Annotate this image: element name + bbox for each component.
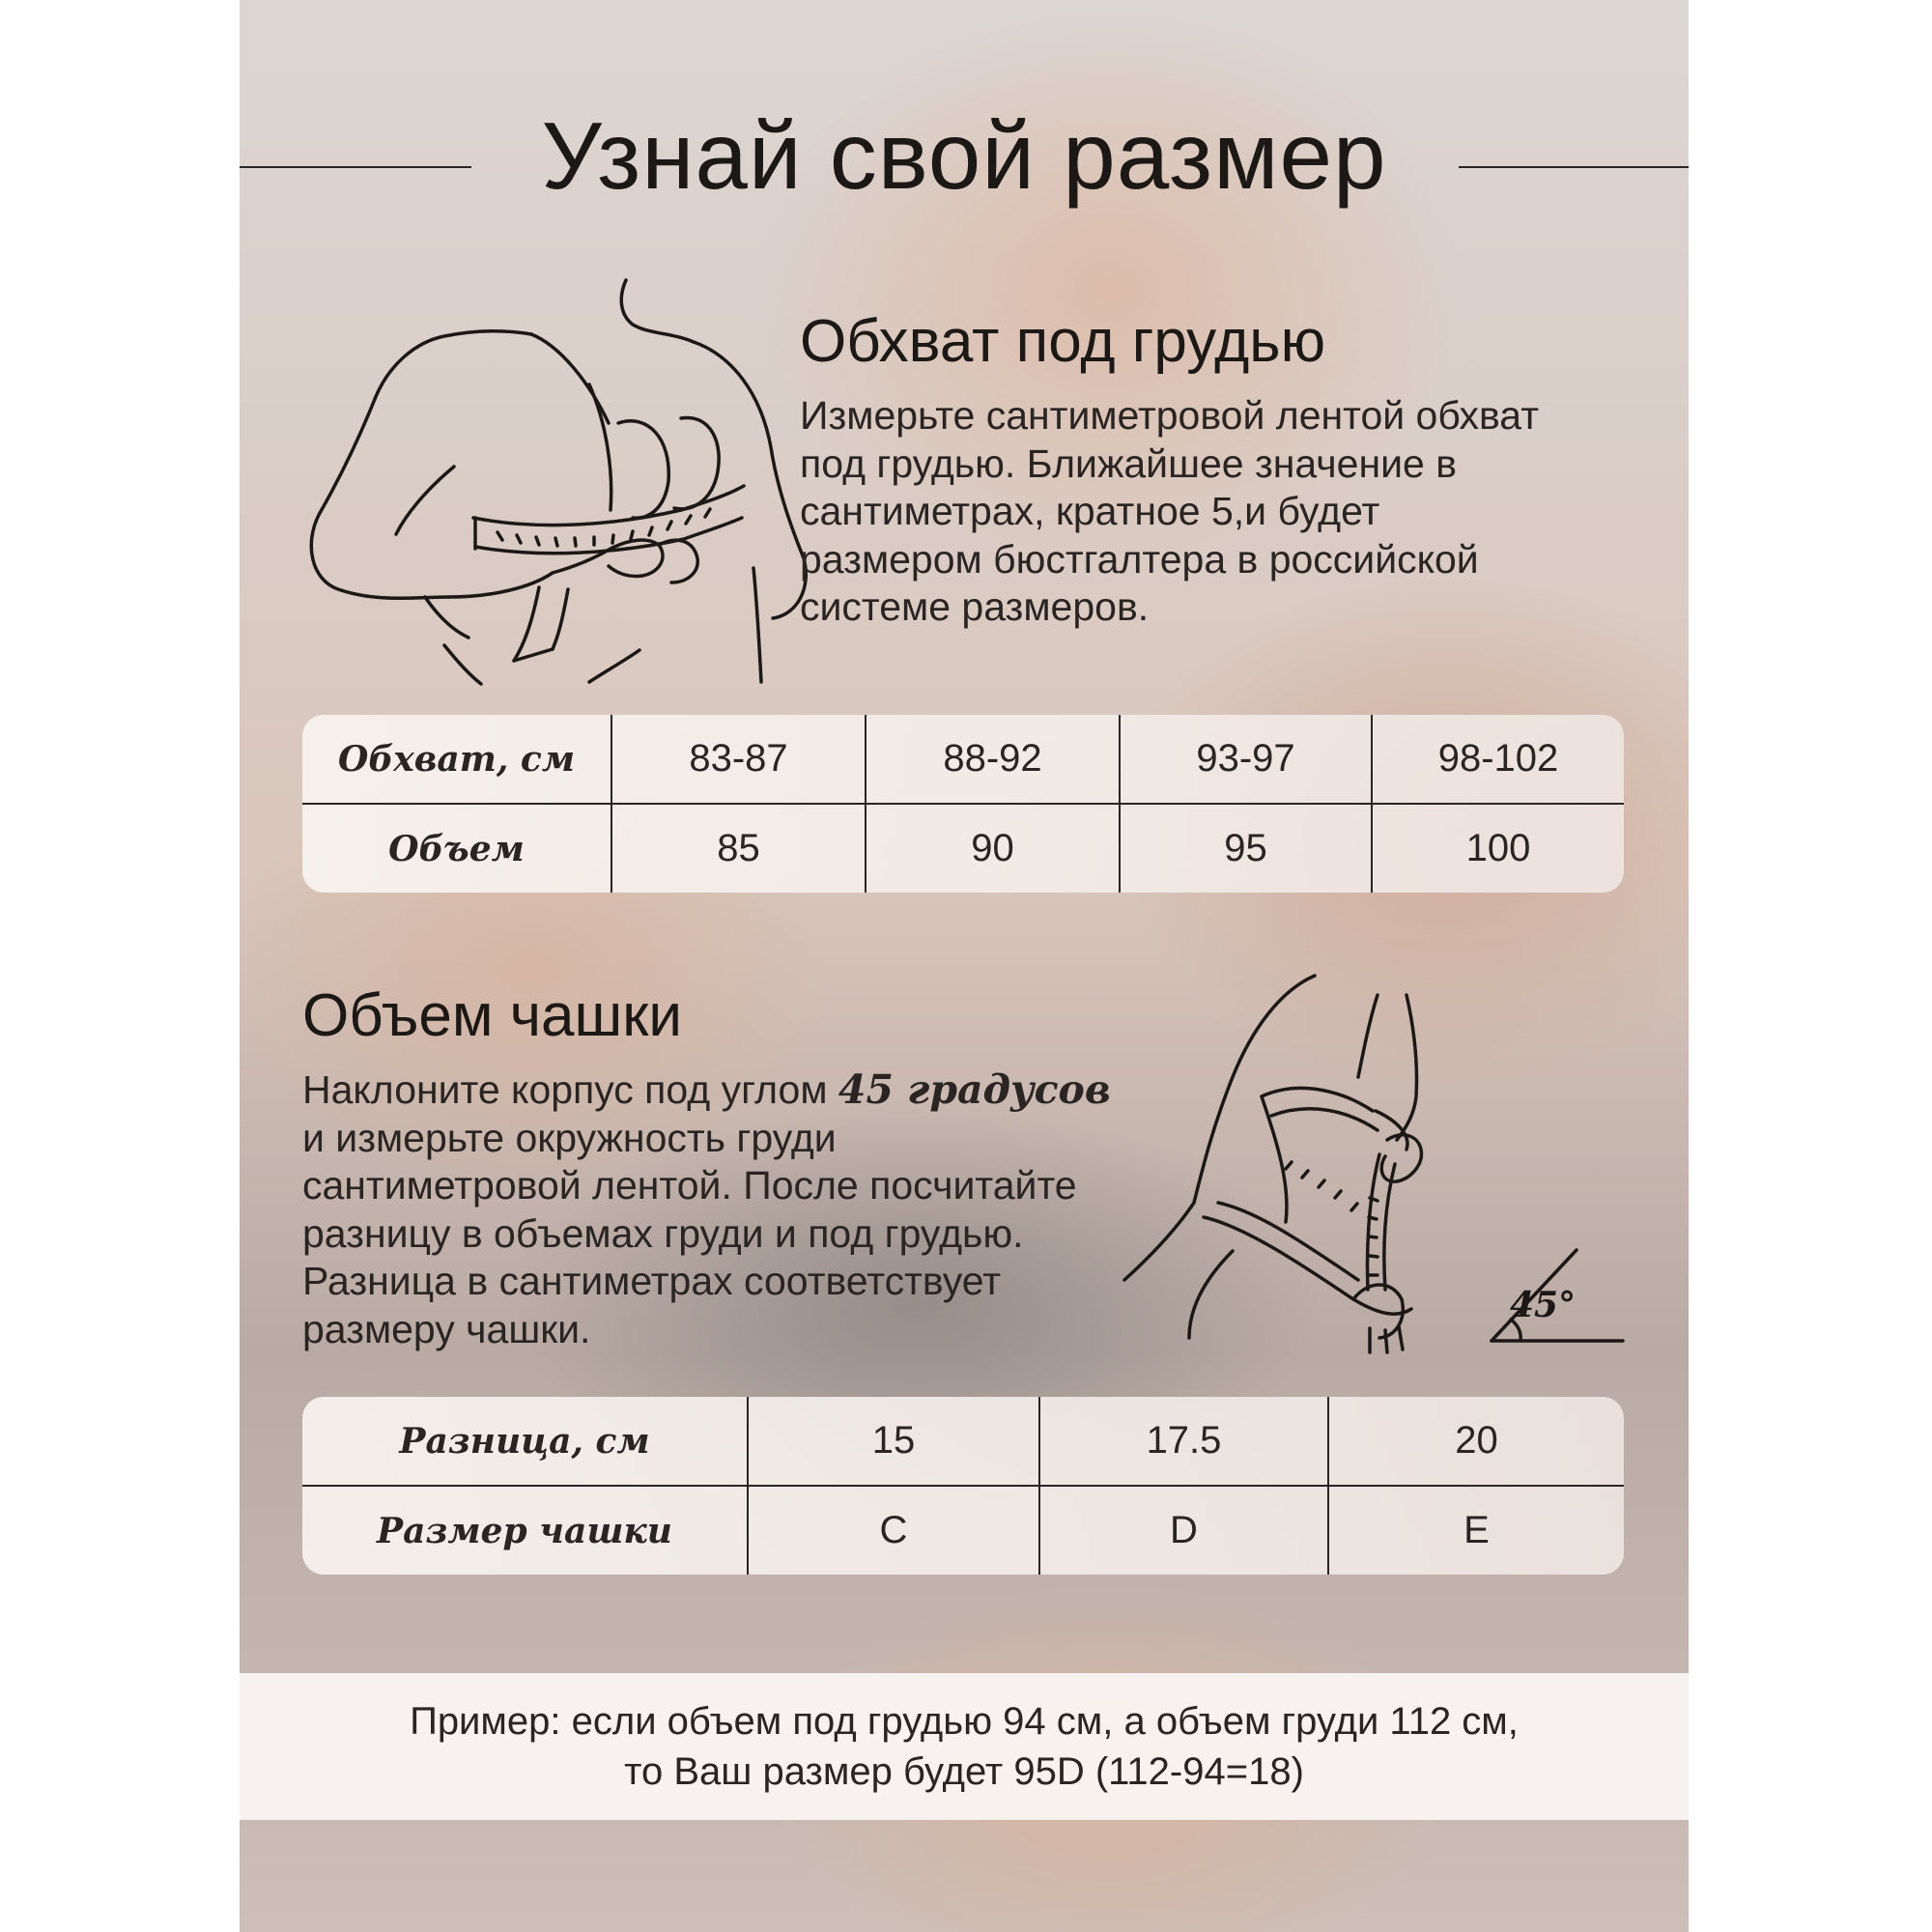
band-range-cell: 88-92 [866, 715, 1120, 804]
cup-heading: Объем чашки [302, 982, 683, 1049]
band-size-cell: 95 [1120, 804, 1372, 893]
table-row [302, 1486, 1624, 1575]
underbust-text-line: под грудью. Ближайшее значение в [800, 440, 1457, 486]
band-size-cell: 100 [1465, 827, 1531, 869]
bust-measuring-illustration [1117, 971, 1464, 1357]
difference-cell: 17.5 [1039, 1397, 1328, 1486]
band-range-cell: 93-97 [1120, 715, 1372, 804]
table-row [302, 804, 1624, 893]
band-size-cell: 85 [611, 804, 866, 893]
table-row [302, 1397, 1624, 1486]
cup-text-line: Разница в сантиметрах соответствует [302, 1259, 1001, 1303]
band-row-label: Обхват, см [302, 715, 611, 804]
underbust-heading: Обхват под грудью [800, 308, 1326, 375]
example-line: то Ваш размер будет 95D (112-94=18) [624, 1750, 1304, 1793]
cup-cell: C [748, 1486, 1039, 1575]
underbust-text-line: Измерьте сантиметровой лентой обхват [800, 393, 1539, 438]
page-title: Узнай свой размер [541, 102, 1387, 209]
table-row [302, 715, 1624, 804]
underbust-text-line: сантиметрах, кратное 5,и будет [800, 489, 1380, 533]
difference-cell: 15 [748, 1397, 1039, 1486]
cup-text-line: и измерьте окружность груди [302, 1115, 837, 1160]
underbust-measuring-illustration [299, 278, 744, 694]
size-row-label: Объем [302, 804, 611, 893]
cup-cell: E [1463, 1509, 1490, 1551]
cup-text-line: разницу в объемах груди и под грудью. [302, 1210, 1024, 1256]
angle-emphasis: 45 градусов [838, 1066, 1111, 1113]
underbust-text-line: системе размеров. [800, 584, 1150, 629]
cup-instructions [302, 1066, 1111, 1353]
difference-row-label: Разница, см [302, 1397, 748, 1486]
angle-label: 45° [1510, 1285, 1577, 1325]
band-size-table [302, 715, 1624, 893]
example-box [240, 1673, 1689, 1820]
band-size-cell: 90 [866, 804, 1120, 893]
example-line: Пример: если объем под грудью 94 см, а объем груди 112 см, [410, 1700, 1519, 1743]
band-range-cell: 83-87 [611, 715, 866, 804]
cup-text-line: сантиметровой лентой. После посчитайте [302, 1163, 1077, 1208]
cup-row-label: Размер чашки [302, 1486, 748, 1575]
underbust-text-line: размером бюстгалтера в российской [800, 536, 1479, 582]
underbust-instructions [800, 392, 1539, 632]
cup-text-prefix: Наклоните корпус под углом [302, 1067, 838, 1112]
cup-text-line [302, 1066, 1111, 1115]
cup-text-line: размеру чашки. [302, 1306, 591, 1351]
cup-size-table [302, 1397, 1624, 1575]
cup-cell: D [1039, 1486, 1328, 1575]
difference-cell: 20 [1328, 1397, 1624, 1486]
size-guide-card [240, 0, 1689, 1932]
band-range-cell: 98-102 [1372, 715, 1624, 804]
